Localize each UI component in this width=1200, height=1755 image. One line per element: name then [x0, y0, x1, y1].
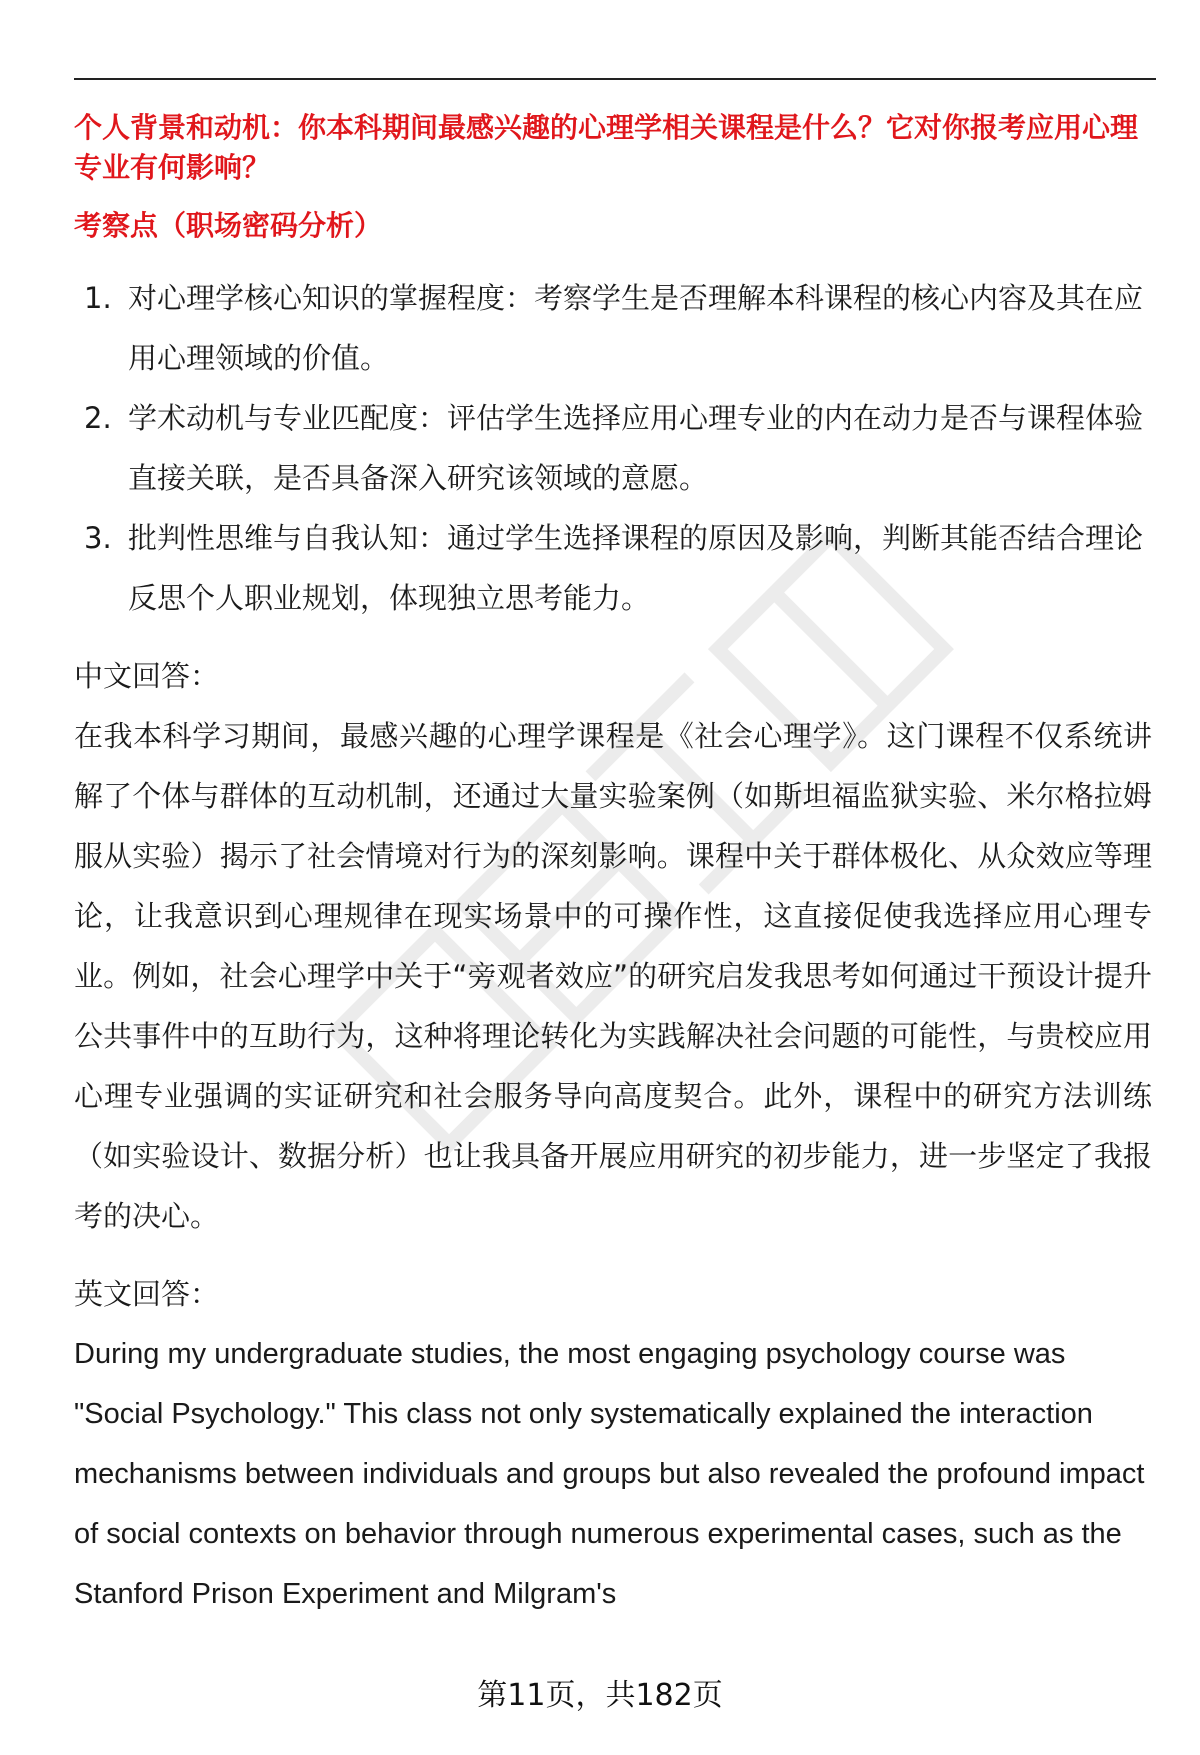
- list-item-text: 对心理学核心知识的掌握程度：考察学生是否理解本科课程的核心内容及其在应用心理领域的价值。: [128, 281, 1144, 375]
- list-item: [74, 388, 1152, 508]
- list-number: 1.: [84, 281, 112, 315]
- page-number-footer: 第11页，共182页: [477, 1678, 723, 1713]
- list-item-text: 批判性思维与自我认知：通过学生选择课程的原因及影响，判断其能否结合理论反思个人职业规划，体现独立思考能力。: [128, 521, 1144, 615]
- list-item-text: 学术动机与专业匹配度：评估学生选择应用心理专业的内在动力是否与课程体验直接关联，是否具备深入研究该领域的意愿。: [128, 401, 1144, 495]
- assessment-points-list: [74, 268, 1152, 628]
- list-item: [74, 508, 1152, 628]
- chinese-answer-label: 中文回答：: [74, 659, 220, 693]
- assessment-title: 考察点（职场密码分析）: [74, 209, 383, 242]
- english-answer-text: During my undergraduate studies, the most engaging psychology course was "Social Psychology." This class not only systematically explained the interaction mechanisms between individuals and groups but also revealed the profound impact of social contexts on behavior through numerous experimental cases, such as the Stanford Prison Experiment and Milgram's: [74, 1338, 1145, 1610]
- english-answer-label: 英文回答：: [74, 1277, 220, 1311]
- list-number: 2.: [84, 401, 112, 435]
- page-content: [74, 108, 1152, 1624]
- chinese-answer-text: 在我本科学习期间，最感兴趣的心理学课程是《社会心理学》。这门课程不仅系统讲解了个体与群体的互动机制，还通过大量实验案例（如斯坦福监狱实验、米尔格拉姆服从实验）揭示了社会情境对行为的深刻影响。课程中关于群体极化、从众效应等理论，让我意识到心理规律在现实场景中的可操作性，这直接促使我选择应用心理专业。例如，社会心理学中关于“旁观者效应”的研究启发我思考如何通过干预设计提升公共事件中的互助行为，这种将理论转化为实践解决社会问题的可能性，与贵校应用心理专业强调的实证研究和社会服务导向高度契合。此外，课程中的研究方法训练（如实验设计、数据分析）也让我具备开展应用研究的初步能力，进一步坚定了我报考的决心。: [74, 719, 1152, 1233]
- list-number: 3.: [84, 521, 112, 555]
- header-rule: [74, 78, 1156, 80]
- list-item: [74, 268, 1152, 388]
- question-heading: 个人背景和动机：你本科期间最感兴趣的心理学相关课程是什么？它对你报考应用心理专业有何影响？: [74, 111, 1139, 184]
